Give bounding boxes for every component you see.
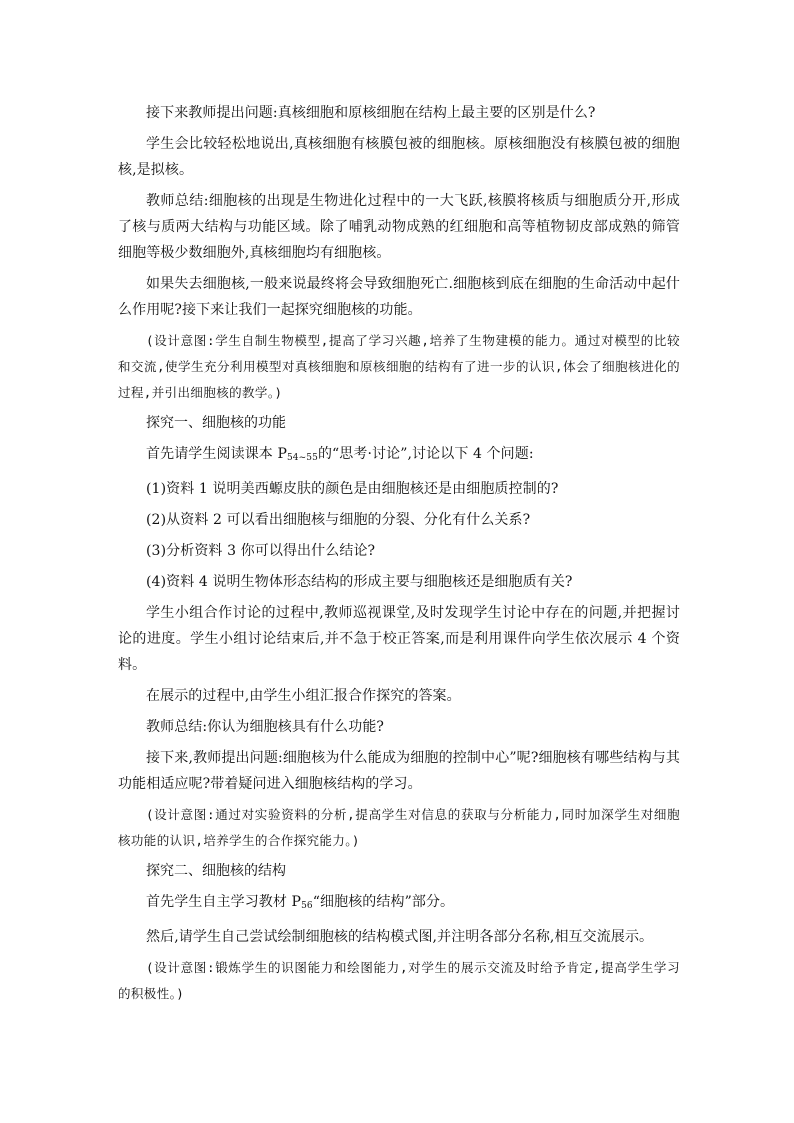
- paragraph-group-report: 在展示的过程中,由学生小组汇报合作探究的答案。: [146, 688, 461, 704]
- design-intent-note-1: (设计意图:学生自制生物模型,提高了学习兴趣,培养了生物建模的能力。通过对模型的比较和交流,使学生充分利用模型对真核细胞和原核细胞的结构有了进一步的认识,体会了细胞核进化的过程,并引出细胞核的教学。): [118, 333, 680, 400]
- design-intent-note-2: (设计意图:通过对实验资料的分析,提高学生对信息的获取与分析能力,同时加深学生对细胞核功能的认识,培养学生的合作探究能力。): [118, 807, 680, 848]
- question-2: (2)从资料 2 可以看出细胞核与细胞的分裂、分化有什么关系?: [146, 512, 531, 528]
- paragraph-read-textbook: 首先请学生阅读课本 $P_{54\sim 55}$的“思考·讨论”,讨论以下 4 个问题:: [146, 446, 534, 463]
- paragraph-group-discussion: 学生小组合作讨论的过程中,教师巡视课堂,及时发现学生讨论中存在的问题,并把握讨论的进度。学生小组讨论结束后,并不急于校正答案,而是利用课件向学生依次展示 4 个资料。: [118, 605, 680, 673]
- paragraph-teacher-summary-nucleus: 教师总结:细胞核的出现是生物进化过程中的一大飞跃,核膜将核质与细胞质分开,形成了核与质两大结构与功能区域。除了哺乳动物成熟的红细胞和高等植物韧皮部成熟的筛管细胞等极少数细胞外,真核细胞均有细胞核。: [118, 193, 680, 261]
- paragraph-teacher-summary-function: 教师总结:你认为细胞核具有什么功能?: [146, 719, 385, 735]
- paragraph-self-study: 首先学生自主学习教材 $P_{56}“$细胞核的结构”部分。: [146, 894, 455, 911]
- question-1: (1)资料 1 说明美西螈皮肤的颜色是由细胞核还是由细胞质控制的?: [146, 481, 559, 497]
- question-4: (4)资料 4 说明生物体形态结构的形成主要与细胞核还是细胞质有关?: [146, 574, 573, 590]
- section-heading-explore-structure: 探究二、细胞核的结构: [146, 863, 286, 879]
- question-3: (3)分析资料 3 你可以得出什么结论?: [146, 543, 376, 559]
- design-intent-note-3: (设计意图:锻炼学生的识图能力和绘图能力,对学生的展示交流及时给予肯定,提高学生学习的积极性。): [118, 960, 680, 1001]
- paragraph-draw-model: 然后,请学生自己尝试绘制细胞核的结构模式图,并注明各部分名称,相互交流展示。: [146, 929, 654, 945]
- section-heading-explore-function: 探究一、细胞核的功能: [146, 415, 286, 431]
- paragraph-control-center-question: 接下来,教师提出问题:细胞核为什么能成为细胞的控制中心”呢?细胞核有哪些结构与其功能相适应呢?带着疑问进入细胞核结构的学习。: [118, 750, 680, 792]
- paragraph-student-answer: 学生会比较轻松地说出,真核细胞有核膜包被的细胞核。原核细胞没有核膜包被的细胞核,是拟核。: [118, 136, 680, 178]
- paragraph-question-difference: 接下来教师提出问题:真核细胞和原核细胞在结构上最主要的区别是什么?: [146, 105, 596, 121]
- paragraph-nucleus-function-intro: 如果失去细胞核,一般来说最终将会导致细胞死亡.细胞核到底在细胞的生命活动中起什么作用呢?接下来让我们一起探究细胞核的功能。: [118, 276, 680, 318]
- document-page: [118, 100, 680, 1011]
